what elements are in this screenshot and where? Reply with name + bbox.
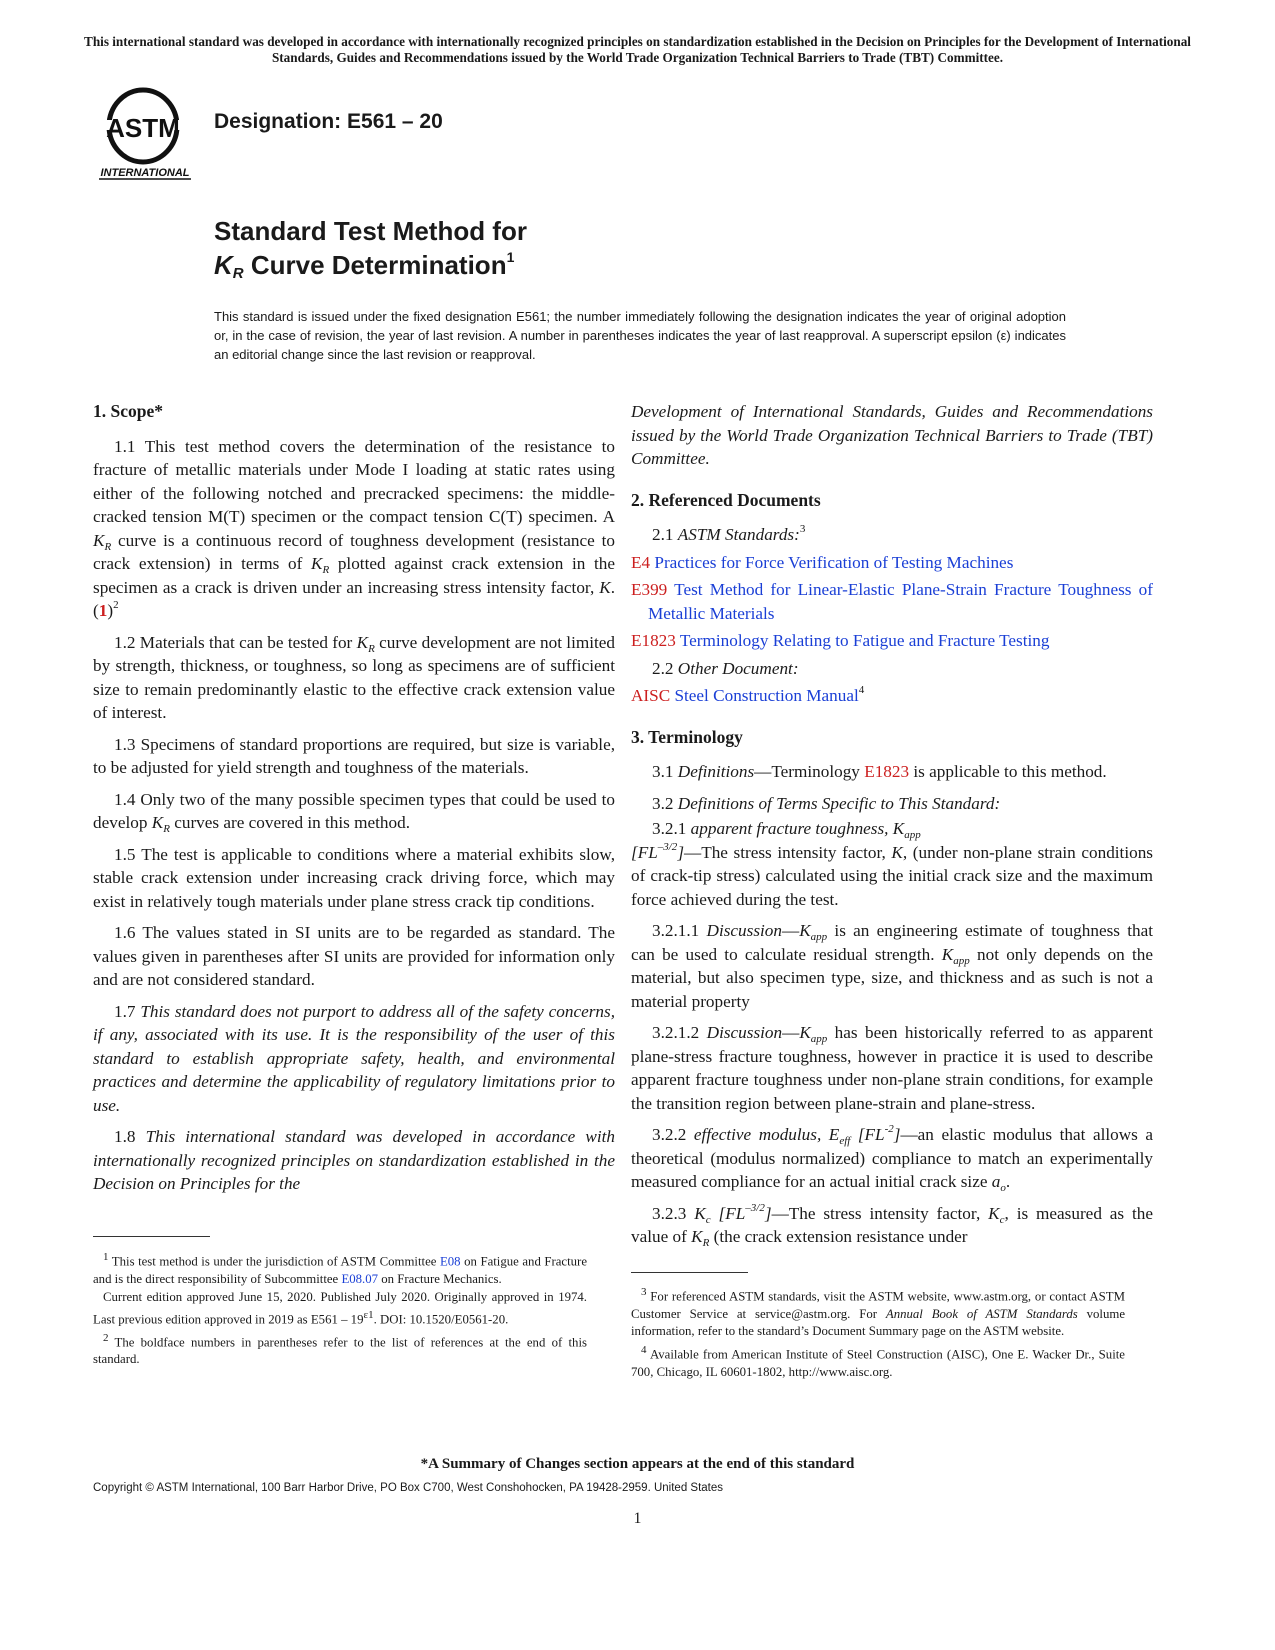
para-3-2-2: 3.2.2 effective modulus, $E_{eff}$ $[FL^{-2}]—an$ elastic modulus that allows a theoretical (modulus normalized) compliance to match an experimentally measured compliance for an actual initial crack size $a_o$. — [631, 1123, 1154, 1194]
summary-of-changes-note: *A Summary of Changes section appears at the end of this standard — [420, 1456, 855, 1472]
reference-item-other[interactable]: AISC Steel Construction Manual$^4$ — [631, 684, 865, 705]
para-1-1: 1.1 This test method covers the determination of the resistance to fracture of metallic materials under Mode I loading at static rates using either of the following notched and precracked specimens: the middle-cracked tension M(T) specimen or the compact tension C(T) specimen. A $K_R$ curve is a continuous record of toughness development (resistance to crack extension) in terms of $K_R$ plotted against crack extension in the specimen as a crack is driven under an increasing stress intensity factor, K. $(1)^2$ — [93, 436, 615, 620]
subcommittee-link[interactable]: E08.07 — [341, 1271, 379, 1286]
para-1-5: 1.5 The test is applicable to conditions where a material exhibits slow, stable crack extension under increasing crack driving force, which may exist in relatively tough materials under plane stress crack tip conditions. — [93, 844, 615, 911]
footnote-rule-right — [631, 1272, 748, 1273]
left-column — [93, 400, 615, 1204]
reference-item[interactable]: E1823 Terminology Relating to Fatigue and Fracture Testing — [631, 631, 1050, 650]
logo-subtext: INTERNATIONAL — [100, 167, 190, 179]
copyright-line: Copyright © ASTM International, 100 Barr Harbor Drive, PO Box C700, West Conshohocken, PA 19428-2959. United States — [93, 1482, 724, 1494]
astm-logo — [93, 86, 197, 182]
document-title — [214, 214, 527, 291]
footnote-4: $^4$ Available from American Institute of Steel Construction (AISC), One E. Wacker Dr., Suite 700, Chicago, IL 60601-1802, http://www.aisc.org. — [631, 1343, 1125, 1379]
right-column — [631, 400, 1153, 1257]
title-line-2: $K_R$ Curve Determination$^1$ — [214, 249, 515, 282]
subsection-2-1: 2.1 ASTM Standards:$^3$ — [652, 523, 806, 544]
reference-link[interactable]: 1 — [98, 601, 108, 620]
para-3-1: 3.1 Definitions—Terminology E1823 is applicable to this method. — [652, 762, 1107, 781]
para-1-6: 1.6 The values stated in SI units are to be regarded as standard. The values given in parentheses after SI units are provided for information only and are not considered standard. — [93, 923, 615, 989]
section-heading-referenced-documents: 2. Referenced Documents — [631, 489, 821, 510]
footnote-rule-left — [93, 1236, 210, 1237]
para-1-8: 1.8 This international standard was developed in accordance with internationally recognized principles on standardization established in the Decision on Principles for the — [93, 1127, 615, 1193]
reference-link[interactable]: E1823 — [864, 762, 910, 781]
footnote-1-edition: Current edition approved June 15, 2020. Published July 2020. Originally approved in 1974. Last previous edition approved in 2019 as $E561 - 19^{\varepsilon 1}$. DOI: 10.1520/E0561-20. — [93, 1290, 587, 1327]
para-3-2: 3.2 Definitions of Terms Specific to This Standard: — [652, 793, 1001, 813]
issuance-notice: This standard is issued under the fixed designation E561; the number immediately following the designation indicates the year of original adoption or, in the case of revision, the year of last revision. A number in parentheses indicates the year of last reapproval. A superscript epsilon (ε) indicates an editorial change since the last revision or reapproval. — [214, 309, 1066, 362]
section-heading-terminology: 3. Terminology — [631, 726, 743, 747]
para-3-2-1-2: 3.2.1.2 $Discussion—K_{app}$ has been historically referred to as apparent plane-stress fracture toughness, however in practice it is used to describe apparent fracture toughness under non-plane strain conditions, for example the transition region between plane-strain and plane-stress. — [631, 1023, 1153, 1113]
para-1-4: 1.4 Only two of the many possible specimen types that could be used to develop $K_R$ curves are covered in this method. — [93, 789, 615, 835]
reference-item[interactable]: E399 Test Method for Linear-Elastic Plane-Strain Fracture Toughness of Metallic Materials — [631, 580, 1153, 623]
footnotes-right — [631, 1284, 1125, 1382]
title-line-1: Standard Test Method for — [214, 216, 527, 246]
committee-link[interactable]: E08 — [439, 1254, 461, 1269]
subsection-2-2: 2.2 Other Document: — [652, 658, 799, 678]
para-1-3: 1.3 Specimens of standard proportions are required, but size is variable, to be adjusted for yield strength and toughness of the materials. — [93, 734, 615, 777]
para-1-2: 1.2 Materials that can be tested for $K_R$ curve development are not limited by strength, thickness, or toughness, so long as specimens are of sufficient size to remain predominantly elastic to the effective crack extension value of interest. — [93, 632, 615, 722]
logo-text: ASTM — [106, 113, 180, 143]
page-number: 1 — [633, 1510, 642, 1527]
para-3-2-3: 3.2.3 $K_c$ $[FL^{-3/2}]—The$ stress intensity factor, $K_c$, is measured as the value of $K_R$ (the crack extension resistance under — [631, 1201, 1154, 1249]
para-1-8-continued: Development of International Standards, Guides and Recommendations issued by the World Trade Organization Technical Barriers to Trade (TBT) Committee. — [631, 402, 1153, 468]
top-notice: This international standard was developed in accordance with internationally recognized principles on standardization established in the Decision on Principles for the Development of International Standards, Guides and Recommendations issued by the World Trade Organization Technical Barriers to Trade (TBT) Committee. — [84, 34, 1191, 65]
footnotes-left — [93, 1249, 587, 1370]
footnote-3: $^3$ For referenced ASTM standards, visit the ASTM website, www.astm.org, or contact ASTM Customer Service at service@astm.org. For Annual Book of ASTM Standards volume information, refer to the standard’s Document Summary page on the ASTM website. — [631, 1286, 1125, 1339]
footnote-1: $^1$ This test method is under the jurisdiction of ASTM Committee E08 on Fatigue and Fracture and is the direct responsibility of Subcommittee E08.07 on Fracture Mechanics. — [93, 1251, 587, 1286]
para-1-7: 1.7 This standard does not purport to address all of the safety concerns, if any, associated with its use. It is the responsibility of the user of this standard to establish appropriate safety, health, and environmental practices and determine the applicability of regulatory limitations prior to use. — [93, 1001, 615, 1115]
para-3-2-1: 3.2.1 apparent fracture toughness, $K_{app}$ $[FL^{-3/2}]—The$ stress intensity factor, K, (under non-plane strain conditions of crack-tip stress) calculated using the initial crack size and the maximum force achieved during the test. — [631, 819, 1153, 909]
para-3-2-1-1: 3.2.1.1 $Discussion—K_{app}$ is an engineering estimate of toughness that can be used to calculate residual strength. $K_{app}$ not only depends on the material, but also specimen type, size, and thickness and as such is not a material property — [631, 921, 1154, 1011]
reference-item[interactable]: E4 Practices for Force Verification of Testing Machines — [631, 552, 1014, 572]
section-heading-scope: 1. Scope* — [93, 401, 163, 421]
footnote-2: $^2$ The boldface numbers in parentheses refer to the list of references at the end of this standard. — [93, 1331, 587, 1367]
designation: Designation: E561 – 20 — [214, 110, 443, 133]
